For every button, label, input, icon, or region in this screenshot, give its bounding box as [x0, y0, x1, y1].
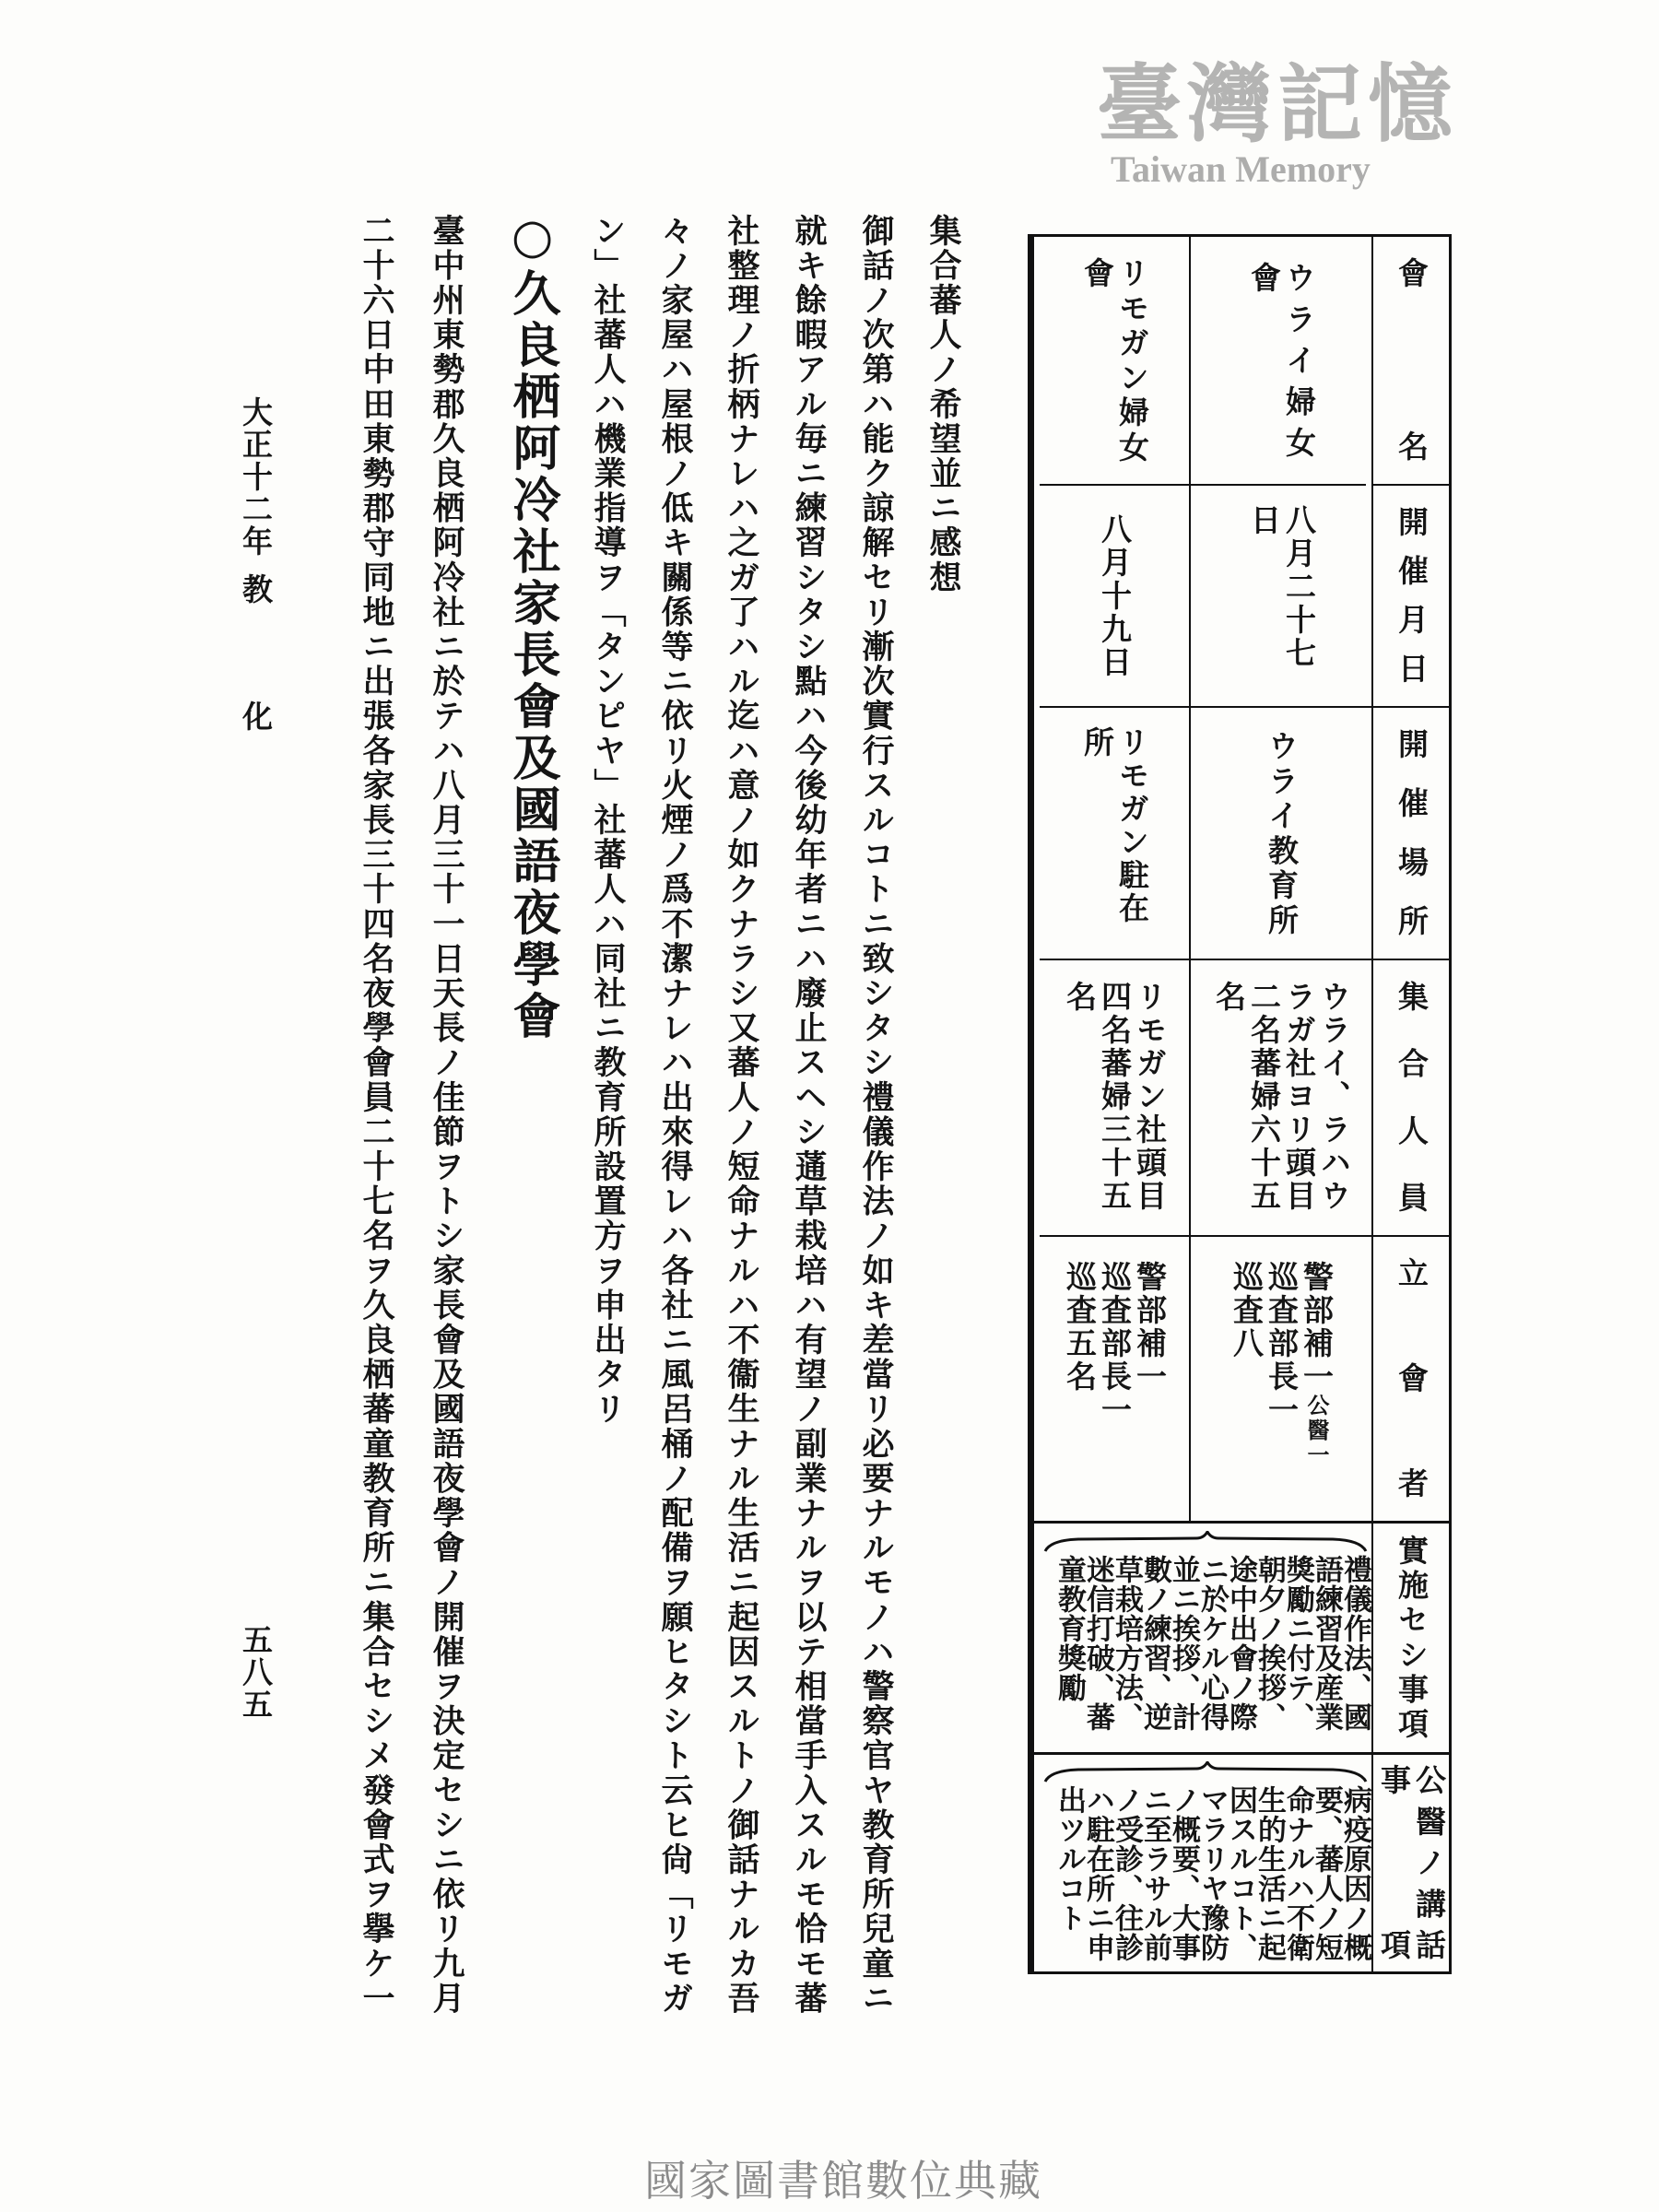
body-column: 集合蕃人ノ希望並ニ感想 — [924, 214, 962, 595]
section-title: ○久良栖阿冷社家長會及國語夜學會 — [504, 208, 560, 1042]
header-attendees: 集合人員 — [1394, 981, 1430, 1215]
section-column: 臺中州東勢郡久良栖阿冷社ニ於テハ八月三十一日天長ノ佳節ヲトシ家長會及國語夜學會ノ開催ヲ決定セシニ依リ九月 — [428, 214, 465, 2017]
body-column: 社整理ノ折柄ナレハ之ガ了ハル迄ハ意ノ如クナラシ又蕃人ノ短命ナルハ不衞生ナル生活ニ起因スルトノ御話ナルカ吾 — [723, 214, 760, 2017]
brace-mark — [1041, 1531, 1370, 1555]
body-column: 々ノ家屋ハ屋根ノ低キ關係等ニ依リ火煙ノ爲不潔ナレハ出來得レハ各社ニ風呂桶ノ配備ヲ願ヒタシト云ヒ尙「リモガ — [656, 214, 694, 2017]
running-head-section: 教 — [238, 573, 274, 606]
body-column: ン」社蕃人ハ機業指導ヲ「タンピヤ」社蕃人ハ同社ニ教育所設置方ヲ申出タリ — [589, 214, 627, 1427]
rimogan-date: 八月十九日 — [1097, 512, 1133, 679]
taiwan-memory-watermark-logo: 臺灣記憶 — [1097, 54, 1459, 154]
activities-cell: 禮儀作法、國 語練習及産業 獎勵ニ付テ、 朝夕ノ挨拶、 途中出會ノ際 ニ於ケル心得 並ニ挨拶、計 數ノ練習、逆 草栽培方法、 迷信打破、蕃 童教育獎勵 — [1053, 1555, 1371, 1732]
section-column: 二十六日中田東勢郡守同地ニ出張各家長三十四名夜學會員二十七名ヲ久良栖蕃童教育所ニ集合セシメ發會式ヲ擧ケ一 — [358, 214, 395, 2017]
rimogan-attendees: リモガン社頭目 四名蕃婦三十五 名 — [1062, 981, 1168, 1213]
urai-witnesses: 警部補一公醫一 巡査部長一 巡査八 — [1229, 1261, 1335, 1468]
header-meeting-name: 會名 — [1394, 257, 1430, 464]
urai-attendees: ウライ、ラハウ ラガ社ヨリ頭目 二名蕃婦六十五 名 — [1211, 981, 1352, 1213]
taiwan-memory-watermark-subtitle: Taiwan Memory — [1111, 148, 1371, 190]
rimogan-place: リモガン駐在所 — [1079, 726, 1150, 925]
meetings-table — [1028, 234, 1452, 1974]
rimogan-name: リモガン婦女會 — [1079, 256, 1150, 465]
header-witnesses: 立會者 — [1394, 1257, 1430, 1500]
urai-name: ウライ婦女會 — [1246, 261, 1317, 460]
doctor-talk-cell: 病疫原因ノ概 要、蕃人ノ短 命ナルハ不衛 生的生活ニ起 因スルコト、 マラリヤ豫防 ノ概要、大事 ニ至ラサル前 ノ受診、往診 ハ駐在所ニ申 出ツルコト — [1053, 1785, 1371, 1962]
rimogan-witnesses: 警部補一 巡査部長一 巡査五名 — [1062, 1261, 1168, 1427]
brace-mark — [1041, 1761, 1370, 1785]
running-head-year: 大正十二年 — [238, 396, 274, 558]
header-date: 開催月日 — [1394, 506, 1430, 686]
header-activities: 實施セシ事項 — [1394, 1535, 1430, 1741]
urai-date: 八月二十七日 — [1246, 504, 1317, 670]
header-place: 開催場所 — [1394, 728, 1430, 938]
page-number: 五八五 — [238, 1624, 274, 1721]
body-column: 御話ノ次第ハ能ク諒解セリ漸次實行スルコトニ致シタシ禮儀作法ノ如キ差當リ必要ナルモノハ警察官ヤ教育所兒童ニ — [857, 214, 895, 2017]
running-head-section: 化 — [238, 700, 274, 733]
body-column: 就キ餘暇アル毎ニ練習シタシ點ハ今後幼年者ニハ廢止スヘシ蓪草栽培ハ有望ノ副業ナルヲ以テ相當手入スルモ恰モ蕃 — [790, 214, 828, 2017]
archive-caption: 國家圖書館數位典藏 — [644, 2156, 1042, 2206]
urai-place: ウライ教育所 — [1264, 729, 1300, 937]
header-doctor-talk: 公醫ノ講話事項 — [1376, 1764, 1447, 1962]
